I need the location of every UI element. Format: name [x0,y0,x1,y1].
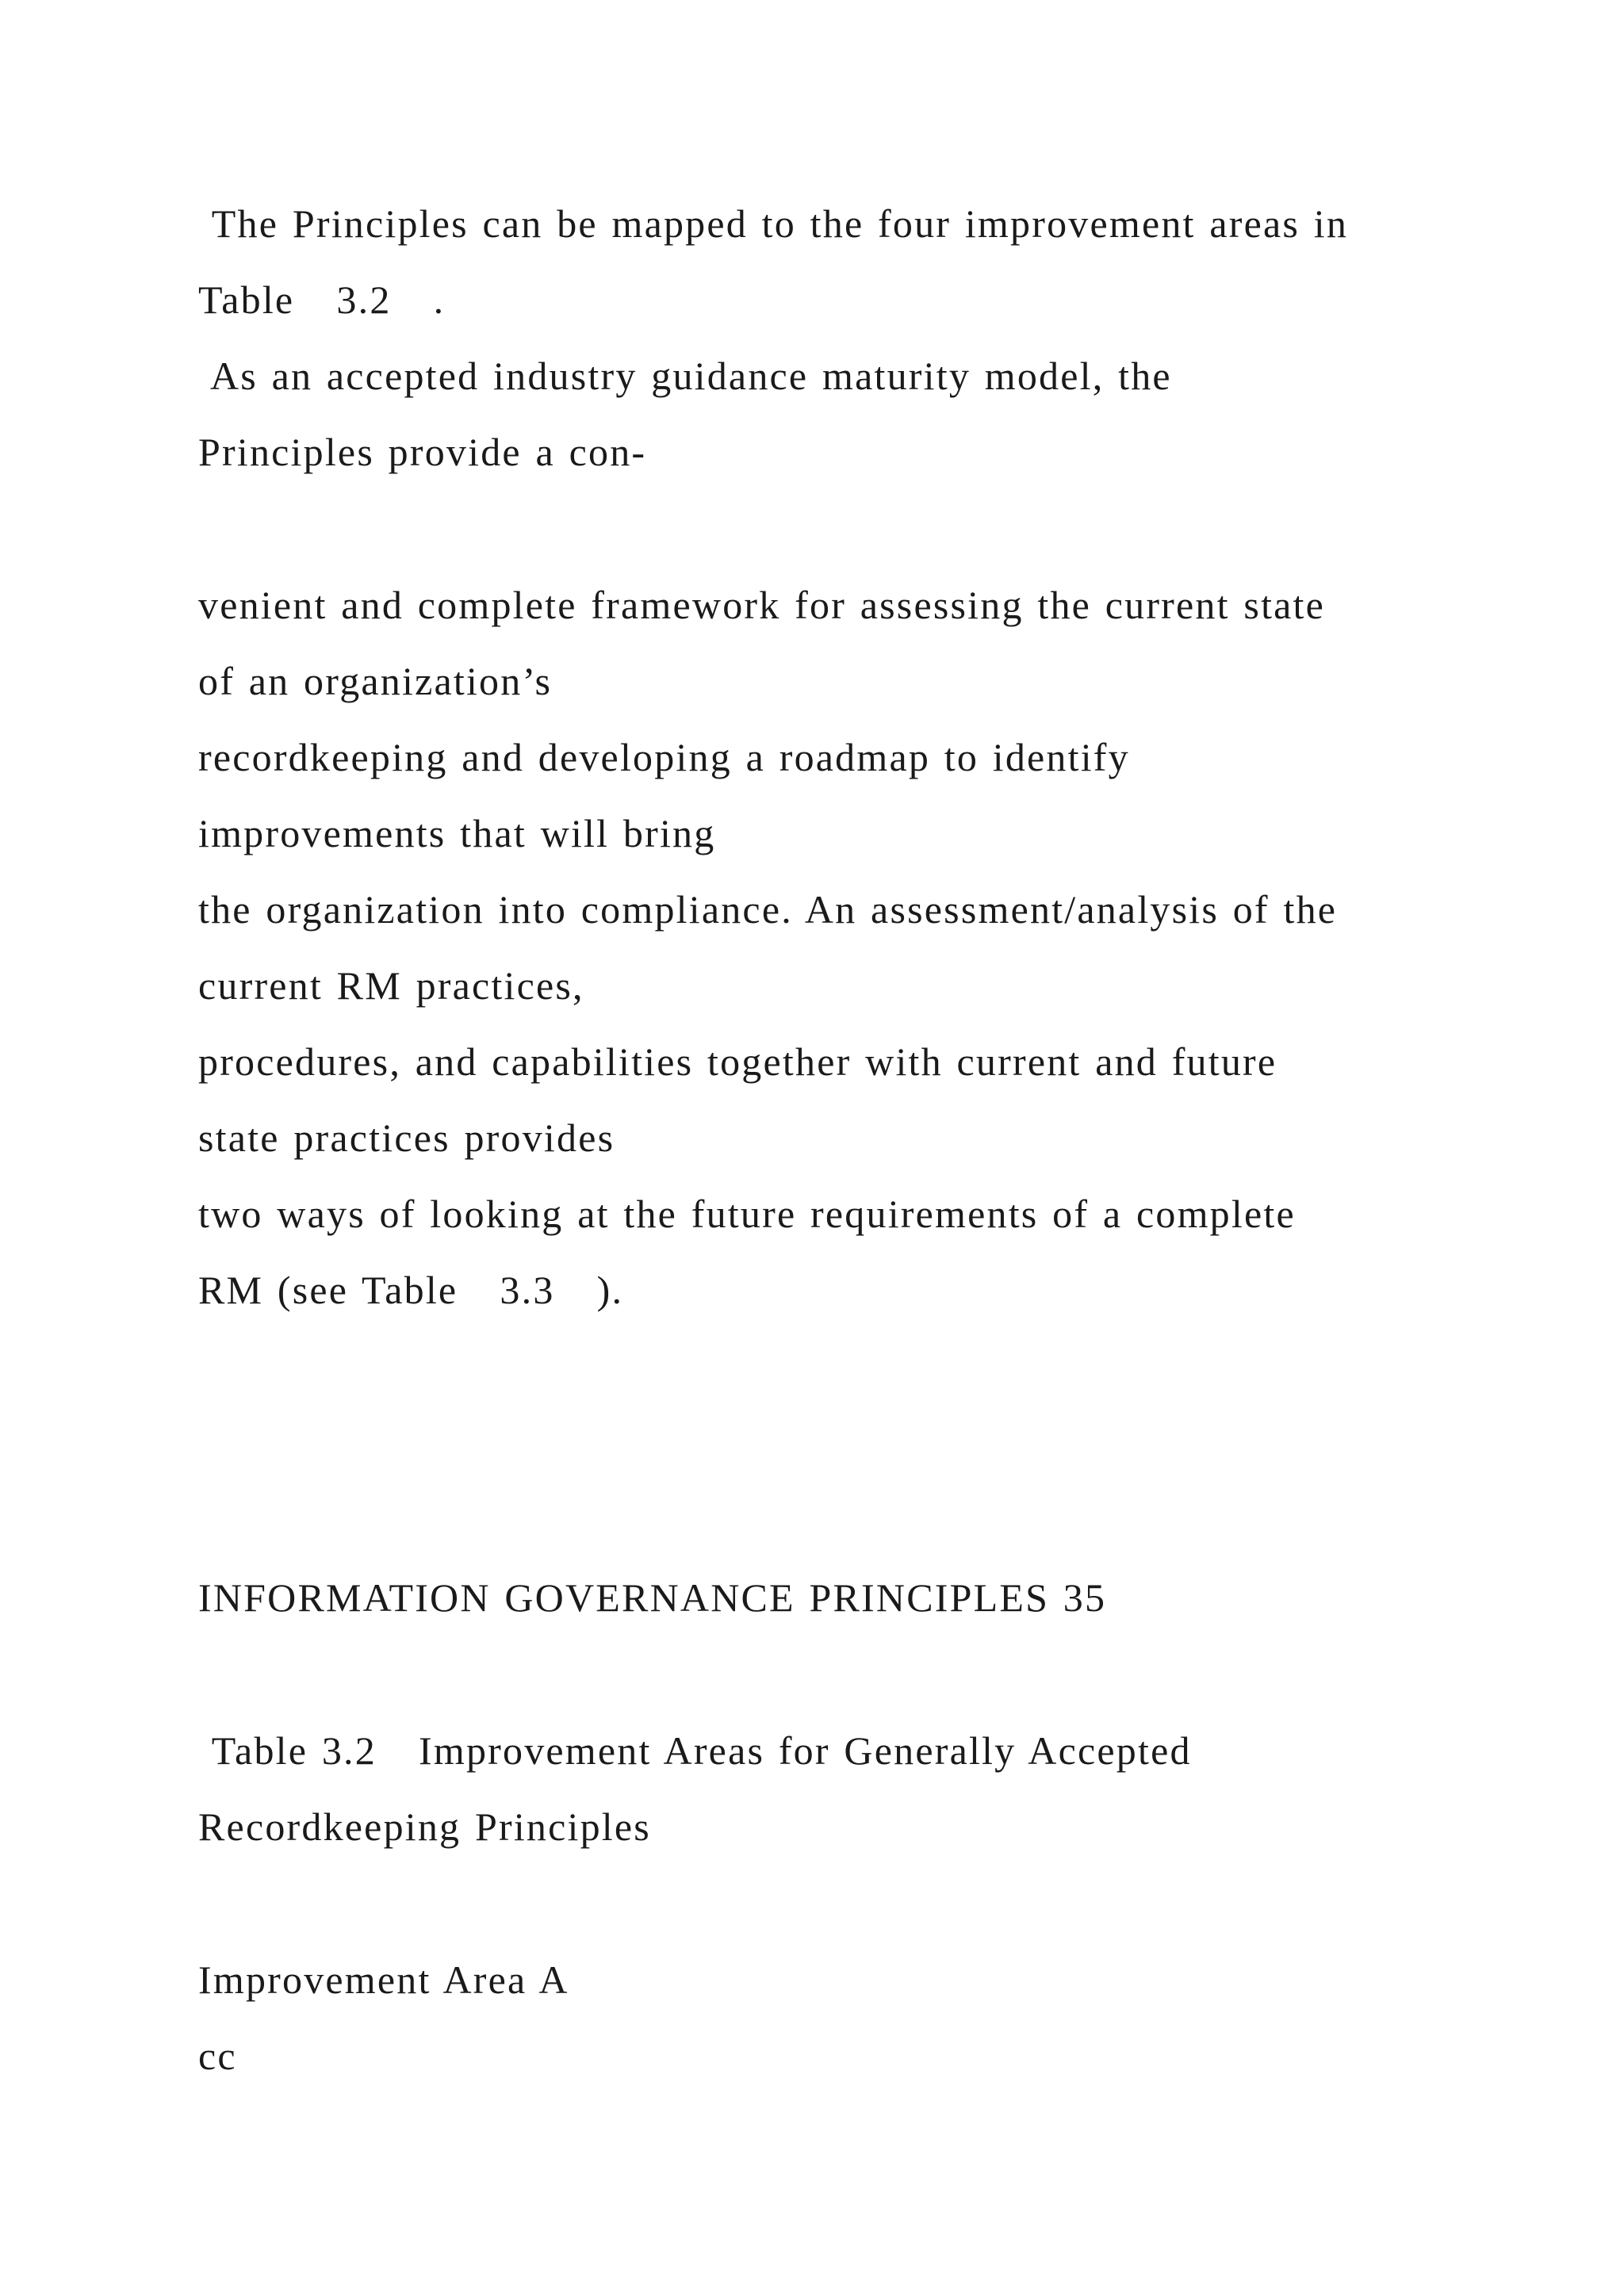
text-line: of an organization’s [198,659,553,703]
running-header: INFORMATION GOVERNANCE PRINCIPLES 35 [198,1575,1107,1620]
text-line: procedures, and capabilities together with current and future [198,1039,1277,1084]
text-line: recordkeeping and developing a roadmap to identify [198,735,1130,779]
text-line: the organization into compliance. An assessment/analysis of the [198,887,1338,932]
table-heading: Improvement Area A [198,1957,569,2002]
text-line: Principles provide a con- [198,430,647,474]
text-line: improvements that will bring [198,811,716,855]
text-line: The Principles can be mapped to the four improvement areas in [198,201,1349,246]
text-line: current RM practices, [198,963,584,1008]
text-line: two ways of looking at the future requirements of a complete [198,1192,1296,1236]
text-line: RM (see Table 3.3 ). [198,1268,624,1312]
text-line: Table 3.2 . [198,277,446,322]
text-line: state practices provides [198,1115,615,1160]
text-line: cc [198,2034,237,2078]
table-caption: Recordkeeping Principles [198,1804,651,1849]
table-caption: Table 3.2 Improvement Areas for Generally Accepted [198,1728,1192,1773]
text-line: venient and complete framework for assessing the current state [198,583,1326,627]
text-line: As an accepted industry guidance maturity model, the [198,354,1172,398]
